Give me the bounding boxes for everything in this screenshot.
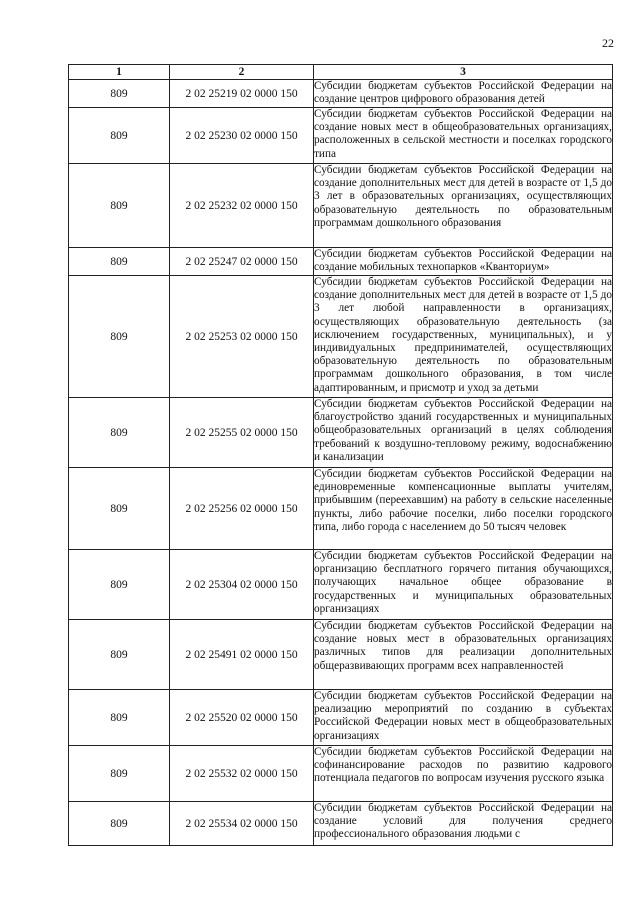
description-cell: Субсидии бюджетам субъектов Российской Федерации на создание мобильных технопарков «Кванториум» [314, 248, 613, 276]
admin-code-cell: 809 [69, 80, 170, 108]
table-row [69, 746, 613, 802]
description-cell: Субсидии бюджетам субъектов Российской Федерации на создание дополнительных мест для детей в возрасте от 1,5 до 3 лет в образовательных организациях, осуществляющих образовательную деятельность по образовательным программам дошкольного образования [314, 164, 613, 248]
revenue-classification-table [68, 64, 613, 846]
table-row [69, 468, 613, 550]
table-row [69, 108, 613, 164]
admin-code-cell: 809 [69, 276, 170, 398]
description-cell: Субсидии бюджетам субъектов Российской Федерации на создание новых мест в образовательных организациях различных типов для реализации дополнительных общеразвивающих программ всех направленностей [314, 620, 613, 690]
description-cell: Субсидии бюджетам субъектов Российской Федерации на софинансирование расходов по развитию кадрового потенциала педагогов по вопросам изучения русского языка [314, 746, 613, 802]
table-row [69, 690, 613, 746]
table-row [69, 80, 613, 108]
admin-code-cell: 809 [69, 746, 170, 802]
description-cell: Субсидии бюджетам субъектов Российской Федерации на реализацию мероприятий по созданию в субъектах Российской Федерации новых мест в общеобразовательных организациях [314, 690, 613, 746]
kbk-code-cell: 2 02 25304 02 0000 150 [170, 550, 314, 620]
admin-code-cell: 809 [69, 164, 170, 248]
kbk-code-cell: 2 02 25255 02 0000 150 [170, 398, 314, 468]
column-header-3: 3 [314, 65, 613, 80]
table-row [69, 276, 613, 398]
description-cell: Субсидии бюджетам субъектов Российской Федерации на организацию бесплатного горячего питания обучающихся, получающих начальное общее образование в государственных и муниципальных образовательных организациях [314, 550, 613, 620]
admin-code-cell: 809 [69, 398, 170, 468]
column-header-1: 1 [69, 65, 170, 80]
table-header-row [69, 65, 613, 80]
table-row [69, 802, 613, 846]
kbk-code-cell: 2 02 25534 02 0000 150 [170, 802, 314, 846]
kbk-code-cell: 2 02 25532 02 0000 150 [170, 746, 314, 802]
table-row [69, 164, 613, 248]
admin-code-cell: 809 [69, 108, 170, 164]
admin-code-cell: 809 [69, 802, 170, 846]
admin-code-cell: 809 [69, 468, 170, 550]
kbk-code-cell: 2 02 25232 02 0000 150 [170, 164, 314, 248]
admin-code-cell: 809 [69, 550, 170, 620]
admin-code-cell: 809 [69, 690, 170, 746]
admin-code-cell: 809 [69, 620, 170, 690]
column-header-2: 2 [170, 65, 314, 80]
description-cell: Субсидии бюджетам субъектов Российской Федерации на создание новых мест в общеобразовательных организациях, расположенных в сельской местности и поселках городского типа [314, 108, 613, 164]
description-cell: Субсидии бюджетам субъектов Российской Федерации на создание центров цифрового образования детей [314, 80, 613, 108]
kbk-code-cell: 2 02 25520 02 0000 150 [170, 690, 314, 746]
kbk-code-cell: 2 02 25256 02 0000 150 [170, 468, 314, 550]
kbk-code-cell: 2 02 25253 02 0000 150 [170, 276, 314, 398]
admin-code-cell: 809 [69, 248, 170, 276]
kbk-code-cell: 2 02 25247 02 0000 150 [170, 248, 314, 276]
description-cell: Субсидии бюджетам субъектов Российской Федерации на благоустройство зданий государственных и муниципальных общеобразовательных организаций в целях соблюдения требований к воздушно-тепловому режиму, водоснабжению и канализации [314, 398, 613, 468]
kbk-code-cell: 2 02 25491 02 0000 150 [170, 620, 314, 690]
description-cell: Субсидии бюджетам субъектов Российской Федерации на единовременные компенсационные выплаты учителям, прибывшим (переехавшим) на работу в сельские населенные пункты, либо рабочие поселки, либо поселки городского типа, либо города с населением до 50 тысяч человек [314, 468, 613, 550]
kbk-code-cell: 2 02 25219 02 0000 150 [170, 80, 314, 108]
description-cell: Субсидии бюджетам субъектов Российской Федерации на создание условий для получения среднего профессионального образования людьми с [314, 802, 613, 846]
table-row [69, 620, 613, 690]
table-row [69, 248, 613, 276]
page-number: 22 [602, 36, 614, 50]
description-cell: Субсидии бюджетам субъектов Российской Федерации на создание дополнительных мест для детей в возрасте от 1,5 до 3 лет любой направленности в организациях, осуществляющих образовательную деятельность (за исключением государственных, муниципальных), и у индивидуальных предпринимателей, осуществляющих образовательную деятельность по образовательным программам дошкольного образования, в том числе адаптированным, и присмотр и уход за детьми [314, 276, 613, 398]
table-row [69, 550, 613, 620]
table-row [69, 398, 613, 468]
kbk-code-cell: 2 02 25230 02 0000 150 [170, 108, 314, 164]
